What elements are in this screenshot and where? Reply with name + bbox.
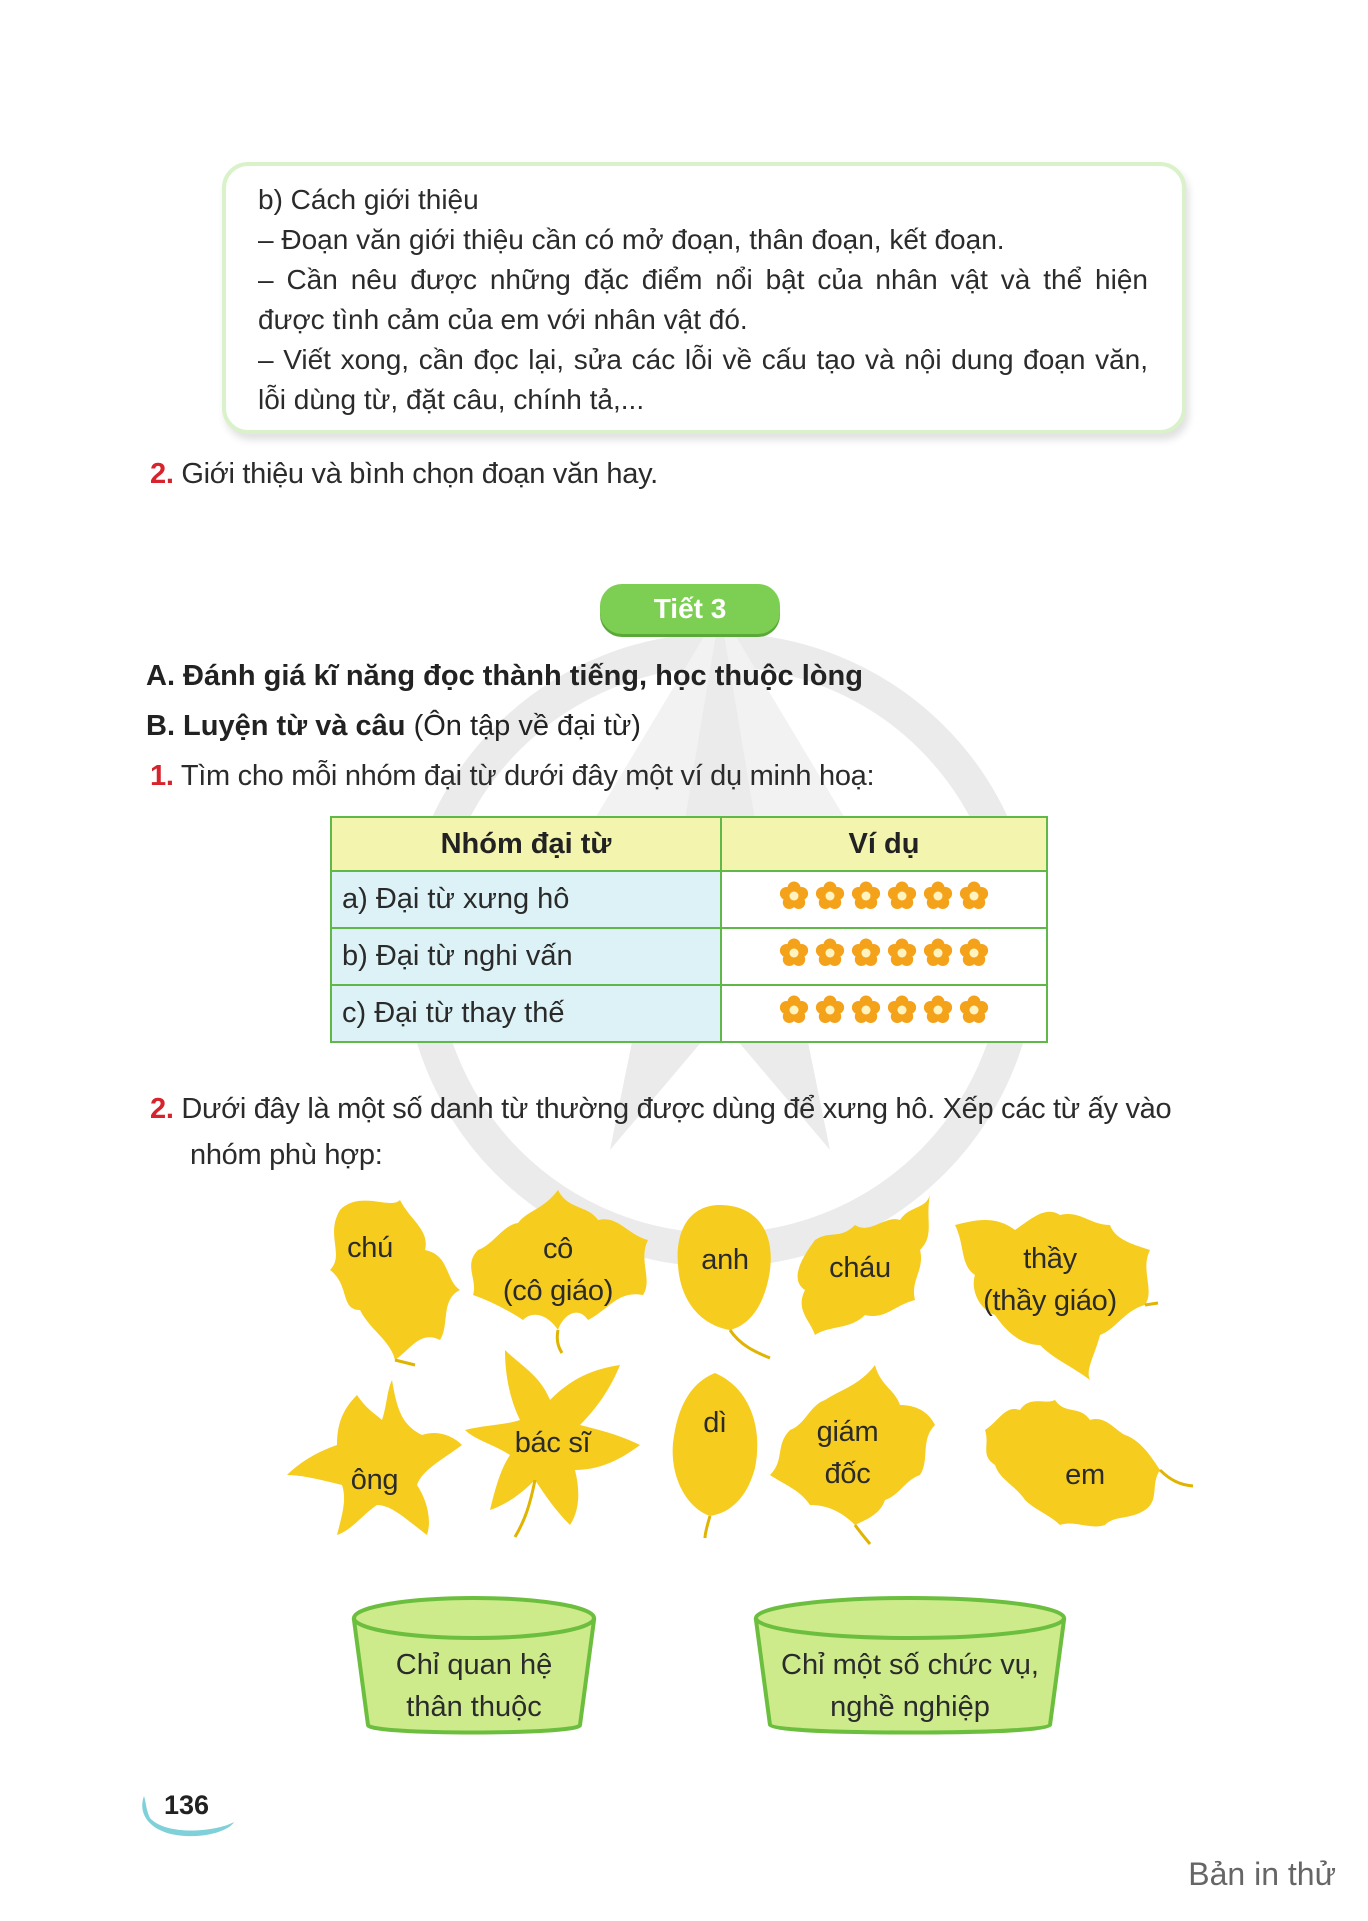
exercise-text-line2: nhóm phù hợp: [190,1139,383,1171]
column-header: Ví dụ [721,817,1047,871]
basket-label: thân thuộc [406,1691,542,1723]
flower-icon [959,938,989,968]
flower-icon [923,938,953,968]
example-cell[interactable] [721,985,1047,1042]
exercise-text: Tìm cho mỗi nhóm đại từ dưới đây một ví dụ minh hoạ: [180,760,875,792]
draft-label: Bản in thử [1188,1856,1336,1892]
leaf-anh[interactable] [670,1200,780,1360]
leaf-label: cháu [829,1251,891,1284]
section-b-title: B. Luyện từ và câu [146,710,406,742]
flower-icon [923,995,953,1025]
leaf-thay[interactable] [940,1195,1160,1385]
flower-icon [887,995,917,1025]
leaf-label: giám [816,1415,879,1448]
flower-icon [815,881,845,911]
section-b-subtitle: (Ôn tập về đại từ) [405,710,641,742]
leaf-label: anh [701,1244,749,1276]
example-cell[interactable] [721,928,1047,985]
exercise-text-line1: Dưới đây là một số danh từ thường được dùng để xưng hô. Xếp các từ ấy vào [181,1093,1172,1125]
basket-label: Chỉ một số chức vụ, [781,1649,1039,1681]
intro-guide-box [222,162,1186,434]
pronoun-table [330,816,1048,1043]
table-row [331,928,1047,985]
flower-icon [851,881,881,911]
leaf-bac-si[interactable] [460,1345,645,1540]
flower-icon [887,881,917,911]
leaf-chau[interactable] [785,1190,935,1345]
exercise-1 [150,760,874,793]
exercise-number: 1. [150,760,174,792]
section-b-heading [146,710,641,743]
table-row [331,871,1047,928]
leaf-label: ông [350,1464,399,1496]
flower-icon [887,938,917,968]
guide-heading: b) Cách giới thiệu [258,184,479,215]
leaf-label: chú [347,1231,393,1264]
pronoun-group-cell: b) Đại từ nghi vấn [331,928,721,985]
task-number: 2. [150,458,174,490]
basket-label: nghề nghiệp [830,1691,990,1723]
leaf-chu[interactable] [320,1190,470,1365]
flower-icon [779,995,809,1025]
basket-family-relations[interactable] [348,1590,600,1740]
leaf-ong[interactable] [282,1375,467,1545]
flower-icon [851,995,881,1025]
leaf-label: thầy [1023,1243,1077,1275]
leaf-label: dì [703,1407,727,1439]
flower-icon [959,881,989,911]
period-badge: Tiết 3 [600,584,780,634]
pronoun-group-cell: a) Đại từ xưng hô [331,871,721,928]
leaf-label: em [1065,1459,1105,1491]
flower-icon [779,938,809,968]
leaf-em[interactable] [975,1390,1195,1540]
task-text: Giới thiệu và bình chọn đoạn văn hay. [181,458,658,490]
flower-icon [959,995,989,1025]
task-2-vote [150,458,658,491]
exercise-2 [150,1086,1171,1178]
guide-bullet: – Đoạn văn giới thiệu cần có mở đoạn, thân đoạn, kết đoạn. [258,224,1005,255]
placeholder-stars [779,938,989,968]
flower-icon [779,881,809,911]
pronoun-group-cell: c) Đại từ thay thế [331,985,721,1042]
column-header: Nhóm đại từ [331,817,721,871]
basket-occupations[interactable] [750,1590,1070,1740]
flower-icon [923,881,953,911]
leaf-label: đốc [824,1457,871,1490]
placeholder-stars [779,995,989,1025]
guide-bullet: – Cần nêu được những đặc điểm nổi bật của nhân vật và thể hiện được tình cảm của em với nhân vật đó. [258,264,1148,335]
leaf-label: (cô giáo) [502,1275,614,1307]
basket-label: Chỉ quan hệ [395,1649,553,1681]
leaf-label: (thầy giáo) [983,1285,1117,1317]
leaf-label: cô [542,1233,573,1265]
example-cell[interactable] [721,871,1047,928]
flower-icon [851,938,881,968]
guide-bullet: – Viết xong, cần đọc lại, sửa các lỗi về cấu tạo và nội dung đoạn văn, lỗi dùng từ, đặt câu, chính tả,... [258,344,1148,415]
flower-icon [815,938,845,968]
page-number: 136 [164,1790,210,1820]
flower-icon [815,995,845,1025]
leaf-co[interactable] [458,1185,658,1355]
table-row [331,985,1047,1042]
exercise-number: 2. [150,1093,174,1125]
placeholder-stars [779,881,989,911]
leaf-label: bác sĩ [514,1426,591,1459]
leaf-di[interactable] [665,1368,765,1538]
table-header-row [331,817,1047,871]
leaf-giam-doc[interactable] [760,1360,935,1545]
section-a-heading: A. Đánh giá kĩ năng đọc thành tiếng, học thuộc lòng [146,660,863,692]
